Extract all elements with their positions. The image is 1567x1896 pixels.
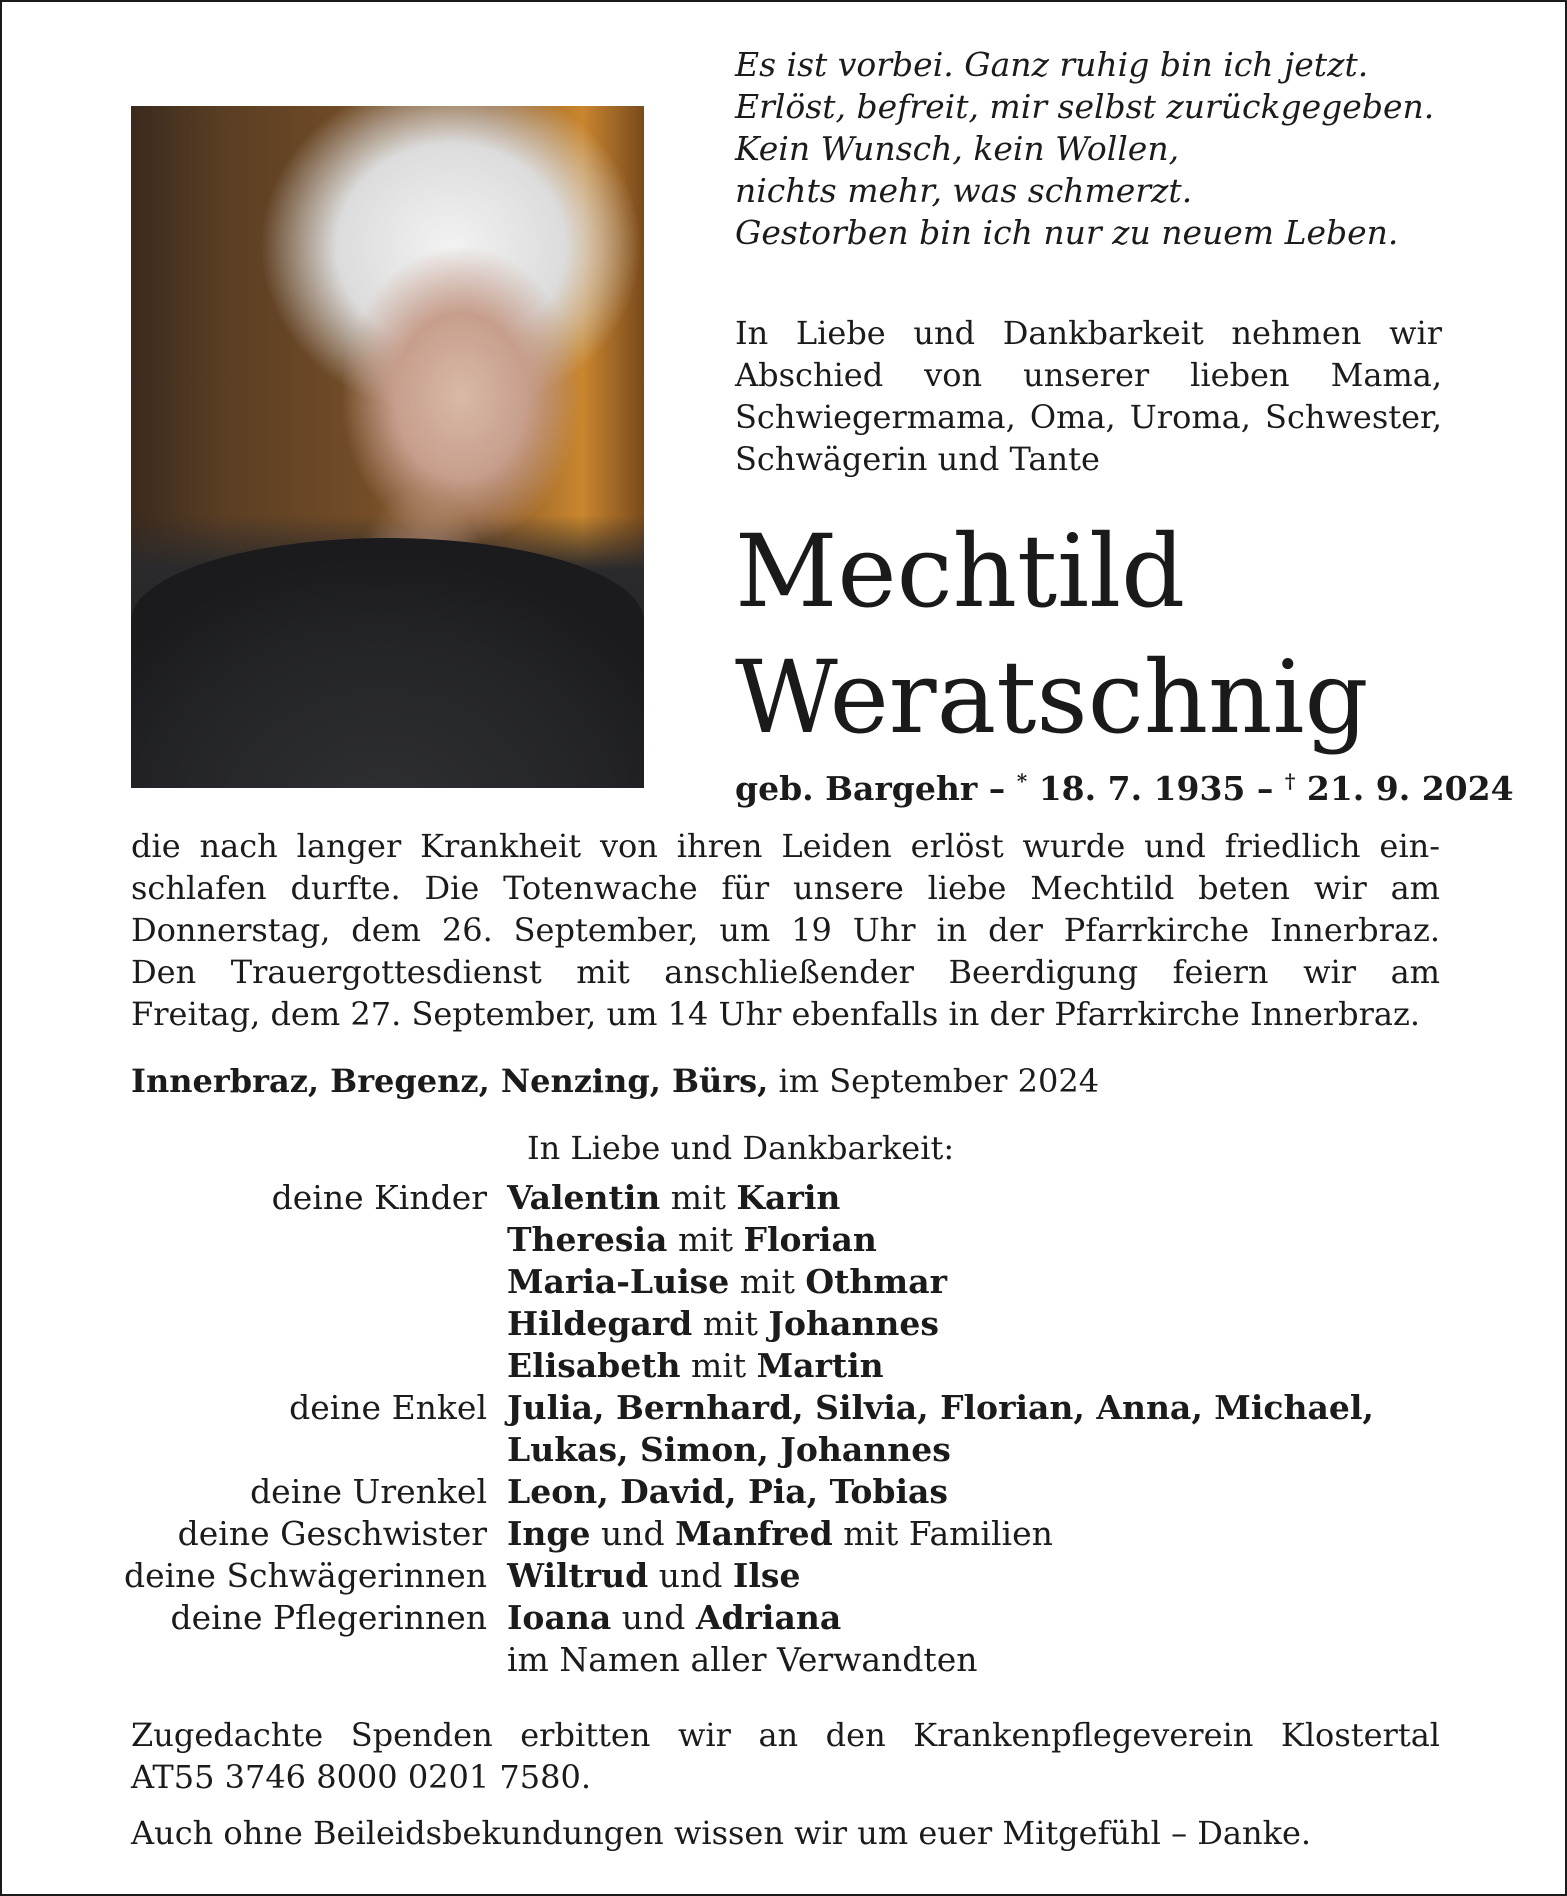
family-names — [507, 1261, 1442, 1303]
family-names — [507, 1303, 1442, 1345]
donation-line: Zugedachte Spenden erbitten wir an den Krankenpflegeverein Klostertal — [131, 1716, 1440, 1754]
family-label: deine Enkel — [289, 1388, 487, 1427]
family-label-empty — [102, 1261, 507, 1303]
spouse-name: Martin — [756, 1346, 884, 1385]
conjunction: und — [621, 1598, 686, 1637]
portrait-photo — [131, 106, 644, 788]
body-line: schlafen durfte. Die Totenwache für unsere liebe Mechtild beten wir am — [131, 869, 1440, 907]
family-label: deine Kinder — [271, 1178, 487, 1217]
family-row-enkel — [102, 1429, 1442, 1471]
family-label: deine Geschwister — [177, 1514, 487, 1553]
death-date: 21. 9. 2024 — [1306, 769, 1514, 808]
family-label-empty — [102, 1345, 507, 1387]
family-label: deine Urenkel — [250, 1472, 487, 1511]
child-name: Elisabeth — [507, 1346, 681, 1385]
poem-line: Kein Wunsch, kein Wollen, — [735, 129, 1180, 168]
family-label: deine Schwägerinnen — [123, 1556, 487, 1595]
family-row-geschwister — [102, 1513, 1442, 1555]
grandchildren-names: Julia, Bernhard, Silvia, Florian, Anna, Michael, — [507, 1388, 1374, 1427]
deceased-first-name: Mechtild — [735, 513, 1186, 630]
intro-text: In Liebe und Dankbarkeit nehmen wir Abschied von unserer lieben Mama, Schwiegermama, Oma, Uroma, Schwester, Schwägerin und Tante — [735, 314, 1442, 478]
body-line: Freitag, dem 27. September, um 14 Uhr ebenfalls in der Pfarrkirche Innerbraz. — [131, 995, 1420, 1033]
family-row-pflegerinnen — [102, 1597, 1442, 1639]
caregiver-name: Ioana — [507, 1598, 612, 1637]
family-names — [507, 1387, 1442, 1429]
grandchildren-names: Lukas, Simon, Johannes — [507, 1430, 951, 1469]
portrait-shirt-shape — [131, 538, 644, 788]
great-grandchildren-names: Leon, David, Pia, Tobias — [507, 1472, 949, 1511]
poem-line: nichts mehr, was schmerzt. — [735, 171, 1193, 210]
family-names — [507, 1429, 1442, 1471]
family-row-kinder — [102, 1261, 1442, 1303]
spouse-name: Florian — [743, 1220, 877, 1259]
donation-iban: AT55 3746 8000 0201 7580. — [131, 1758, 592, 1796]
family-row-schwaegerinnen — [102, 1555, 1442, 1597]
sister-in-law-name: Wiltrud — [507, 1556, 649, 1595]
donation-note — [131, 1714, 1440, 1798]
places-towns: Innerbraz, Bregenz, Nenzing, Bürs, — [131, 1062, 769, 1100]
closing-line: Auch ohne Beileidsbekundungen wissen wir um euer Mitgefühl – Danke. — [131, 1814, 1312, 1852]
body-line: Donnerstag, dem 26. September, um 19 Uhr in der Pfarrkirche Innerbraz. — [131, 911, 1440, 949]
family-row-kinder — [102, 1345, 1442, 1387]
body-line: die nach langer Krankheit von ihren Leiden erlöst wurde und friedlich ein- — [131, 827, 1440, 865]
family-row-enkel — [102, 1387, 1442, 1429]
spouse-name: Johannes — [768, 1304, 939, 1343]
family-names — [507, 1219, 1442, 1261]
family-label-empty — [102, 1303, 507, 1345]
conjunction: mit — [691, 1346, 747, 1385]
spouse-name: Othmar — [805, 1262, 947, 1301]
family-list — [102, 1177, 1442, 1681]
life-dates — [735, 759, 1514, 811]
sister-in-law-name: Ilse — [732, 1556, 801, 1595]
poem-line: Erlöst, befreit, mir selbst zurückgegeben. — [735, 87, 1435, 126]
suffix: mit Familien — [843, 1514, 1053, 1553]
family-names — [507, 1597, 1442, 1639]
sibling-name: Manfred — [675, 1514, 833, 1553]
family-names — [507, 1555, 1442, 1597]
body-line: Den Trauergottesdienst mit anschließender Beerdigung feiern wir am — [131, 953, 1440, 991]
family-label-empty — [102, 1639, 507, 1681]
conjunction: und — [601, 1514, 665, 1553]
child-name: Theresia — [507, 1220, 668, 1259]
birth-date: 18. 7. 1935 — [1038, 769, 1246, 808]
poem — [735, 44, 1455, 254]
family-label-empty — [102, 1429, 507, 1471]
poem-line: Es ist vorbei. Ganz ruhig bin ich jetzt. — [735, 45, 1369, 84]
family-row-kinder — [102, 1303, 1442, 1345]
conjunction: mit — [670, 1178, 726, 1217]
birth-symbol: * — [1016, 769, 1028, 793]
conjunction: und — [658, 1556, 723, 1595]
caregiver-name: Adriana — [695, 1598, 842, 1637]
birth-name: geb. Bargehr — [735, 769, 978, 808]
relatives-note: im Namen aller Verwandten — [507, 1640, 978, 1679]
sibling-name: Inge — [507, 1514, 591, 1553]
poem-line: Gestorben bin ich nur zu neuem Leben. — [735, 213, 1399, 252]
family-label: deine Pflegerinnen — [170, 1598, 487, 1637]
family-names — [507, 1345, 1442, 1387]
deceased-last-name: Weratschnig — [735, 639, 1369, 756]
conjunction: mit — [739, 1262, 795, 1301]
child-name: Hildegard — [507, 1304, 693, 1343]
child-name: Maria-Luise — [507, 1262, 730, 1301]
announcement-body — [131, 825, 1440, 1035]
family-label-empty — [102, 1219, 507, 1261]
family-names — [507, 1513, 1442, 1555]
family-row-verwandte — [102, 1639, 1442, 1681]
conjunction: mit — [702, 1304, 758, 1343]
thanks-heading: In Liebe und Dankbarkeit: — [527, 1129, 955, 1167]
family-row-urenkel — [102, 1471, 1442, 1513]
places-date: im September 2024 — [778, 1062, 1100, 1100]
family-names — [507, 1177, 1442, 1219]
family-row-kinder — [102, 1219, 1442, 1261]
death-symbol: † — [1284, 769, 1296, 793]
separator: – — [1256, 769, 1274, 808]
spouse-name: Karin — [736, 1178, 841, 1217]
separator: – — [988, 769, 1006, 808]
family-names — [507, 1471, 1442, 1513]
places-and-date — [131, 1060, 1099, 1102]
family-row-kinder — [102, 1177, 1442, 1219]
conjunction: mit — [677, 1220, 734, 1259]
child-name: Valentin — [507, 1178, 661, 1217]
